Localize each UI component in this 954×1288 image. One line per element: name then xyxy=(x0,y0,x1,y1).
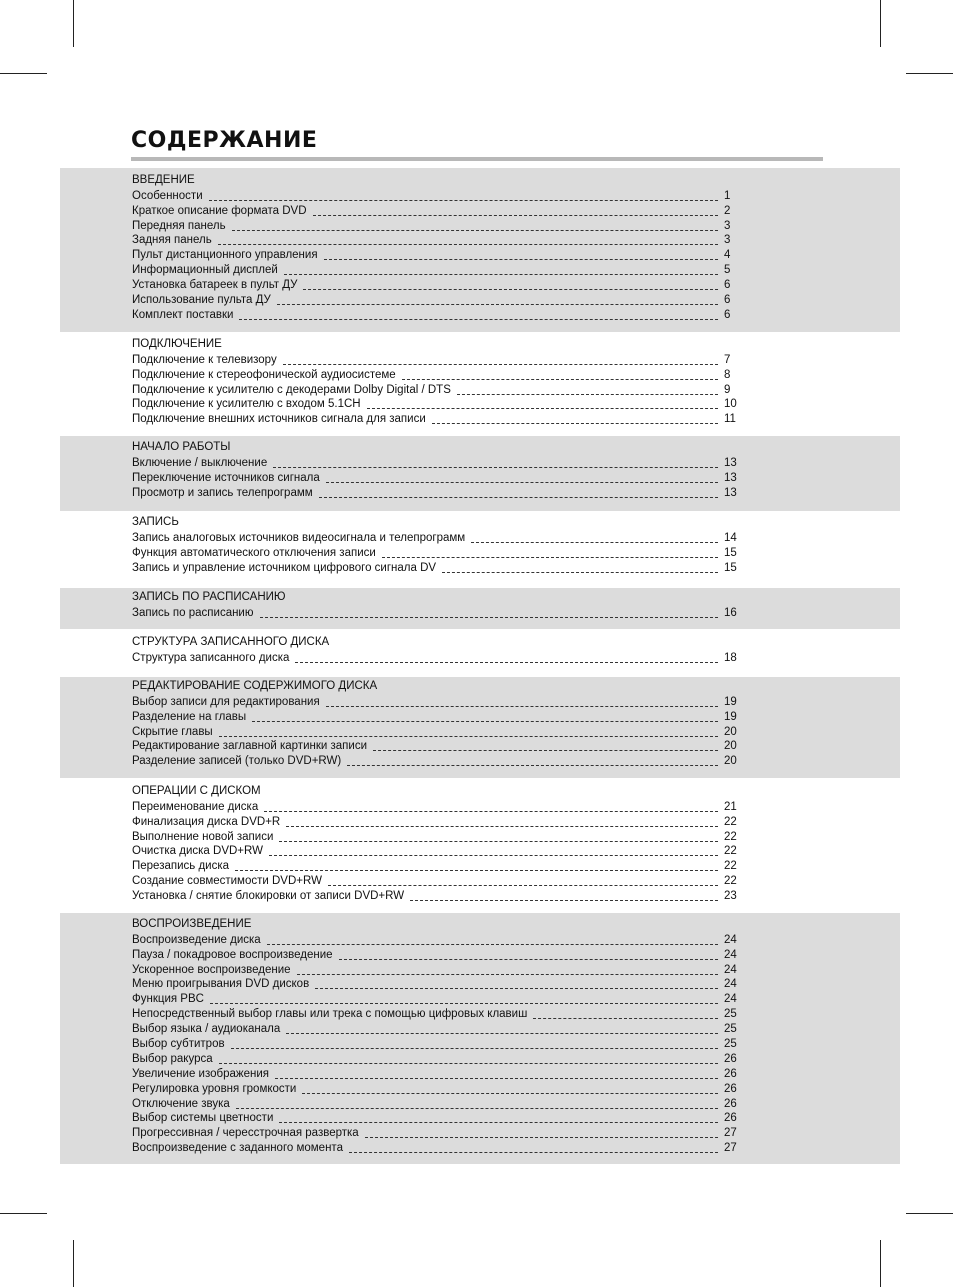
page-title: СОДЕРЖАНИЕ xyxy=(131,128,318,153)
toc-entry[interactable] xyxy=(132,799,744,814)
toc-entry[interactable] xyxy=(132,650,744,665)
toc-entry[interactable] xyxy=(132,991,744,1006)
section-heading: РЕДАКТИРОВАНИЕ СОДЕРЖИМОГО ДИСКА xyxy=(132,680,378,692)
entry-title: Прогрессивная / чересстрочная развертка xyxy=(132,1127,359,1140)
dot-leader xyxy=(347,765,718,766)
toc-entry[interactable] xyxy=(132,352,744,367)
toc-section-body xyxy=(132,917,744,1155)
toc-entry[interactable] xyxy=(132,724,744,739)
toc-entry[interactable] xyxy=(132,1096,744,1111)
toc-entry[interactable] xyxy=(132,888,744,903)
dot-leader xyxy=(239,319,718,320)
title-rule xyxy=(131,157,823,161)
toc-section-body xyxy=(132,440,744,500)
crop-mark xyxy=(880,1240,881,1287)
section-heading: ВОСПРОИЗВЕДЕНИЕ xyxy=(132,918,252,930)
dot-leader xyxy=(286,826,718,827)
toc-entry[interactable] xyxy=(132,545,744,560)
toc-section-body xyxy=(132,635,744,665)
dot-leader xyxy=(315,988,718,989)
toc-entry[interactable] xyxy=(132,932,744,947)
section-heading: ОПЕРАЦИИ С ДИСКОМ xyxy=(132,785,261,797)
page-number: 22 xyxy=(724,845,737,858)
entry-title: Очистка диска DVD+RW xyxy=(132,845,263,858)
entry-title: Запись по расписанию xyxy=(132,606,254,619)
dot-leader xyxy=(219,736,718,737)
entry-title: Подключение к стереофонической аудиосистеме xyxy=(132,368,396,381)
page-number: 3 xyxy=(724,234,731,247)
page-number: 19 xyxy=(724,710,737,723)
crop-mark xyxy=(73,0,74,47)
toc-entry[interactable] xyxy=(132,1021,744,1036)
page-number: 18 xyxy=(724,651,737,664)
toc-entry[interactable] xyxy=(132,530,744,545)
page-number: 22 xyxy=(724,860,737,873)
toc-entry[interactable] xyxy=(132,844,744,859)
entry-title: Подключение к телевизору xyxy=(132,353,277,366)
page-number: 26 xyxy=(724,1052,737,1065)
page-number: 13 xyxy=(724,486,737,499)
page-number: 24 xyxy=(724,963,737,976)
section-heading: ВВЕДЕНИЕ xyxy=(132,174,195,186)
entry-title: Передняя панель xyxy=(132,219,226,232)
toc-section-body xyxy=(132,679,744,768)
dot-leader xyxy=(297,974,718,975)
entry-title: Отключение звука xyxy=(132,1097,230,1110)
dot-leader xyxy=(252,721,718,722)
dot-leader xyxy=(324,259,718,260)
dot-leader xyxy=(273,467,718,468)
toc-entry[interactable] xyxy=(132,977,744,992)
section-heading: ЗАПИСЬ ПО РАСПИСАНИЮ xyxy=(132,591,286,603)
page-number: 1 xyxy=(724,189,731,202)
toc-entry[interactable] xyxy=(132,397,744,412)
section-heading: ПОДКЛЮЧЕНИЕ xyxy=(132,338,222,350)
crop-mark xyxy=(73,1240,74,1287)
dot-leader xyxy=(286,1033,718,1034)
toc-section-body xyxy=(132,173,744,322)
dot-leader xyxy=(328,885,718,886)
entry-title: Воспроизведение диска xyxy=(132,933,261,946)
toc-entry[interactable] xyxy=(132,1066,744,1081)
dot-leader xyxy=(367,408,718,409)
entry-title: Выбор записи для редактирования xyxy=(132,695,320,708)
toc-entry[interactable] xyxy=(132,307,744,322)
page-number: 14 xyxy=(724,531,737,544)
dot-leader xyxy=(232,230,718,231)
page-number: 22 xyxy=(724,875,737,888)
entry-title: Просмотр и запись телепрограмм xyxy=(132,486,313,499)
entry-title: Особенности xyxy=(132,189,203,202)
section-heading: НАЧАЛО РАБОТЫ xyxy=(132,441,231,453)
toc-entry[interactable] xyxy=(132,605,744,620)
entry-title: Запись аналоговых источников видеосигнала и телепрограмм xyxy=(132,531,466,544)
page-number: 4 xyxy=(724,249,731,262)
toc-section xyxy=(60,677,900,778)
entry-title: Запись и управление источником цифрового сигнала DV xyxy=(132,561,437,574)
page-number: 26 xyxy=(724,1112,737,1125)
dot-leader xyxy=(264,811,718,812)
entry-title: Информационный дисплей xyxy=(132,264,278,277)
page-number: 24 xyxy=(724,978,737,991)
dot-leader xyxy=(410,900,718,901)
dot-leader xyxy=(326,706,718,707)
toc-entry[interactable] xyxy=(132,814,744,829)
dot-leader xyxy=(269,855,718,856)
toc-entry[interactable] xyxy=(132,292,744,307)
entry-title: Функция PBC xyxy=(132,993,204,1006)
entry-title: Использование пульта ДУ xyxy=(132,294,271,307)
entry-title: Задняя панель xyxy=(132,234,212,247)
page-number: 22 xyxy=(724,815,737,828)
page-number: 27 xyxy=(724,1127,737,1140)
toc-section-body xyxy=(132,515,744,575)
page-number: 9 xyxy=(724,383,731,396)
entry-title: Воспроизведение с заданного момента xyxy=(132,1142,343,1155)
dot-leader xyxy=(210,1003,718,1004)
entry-title: Переименование диска xyxy=(132,800,259,813)
page-number: 11 xyxy=(724,413,736,426)
page-number: 10 xyxy=(724,398,737,411)
dot-leader xyxy=(267,944,718,945)
page-number: 26 xyxy=(724,1097,737,1110)
entry-title: Подключение к усилителю с входом 5.1CH xyxy=(132,398,361,411)
dot-leader xyxy=(279,1122,718,1123)
toc-entry[interactable] xyxy=(132,188,744,203)
toc-entry[interactable] xyxy=(132,753,744,768)
dot-leader xyxy=(275,1078,718,1079)
section-heading: СТРУКТУРА ЗАПИСАННОГО ДИСКА xyxy=(132,636,330,648)
entry-title: Редактирование заглавной картинки записи xyxy=(132,740,367,753)
entry-title: Выбор ракурса xyxy=(132,1052,213,1065)
page-number: 3 xyxy=(724,219,731,232)
dot-leader xyxy=(295,662,718,663)
page-number: 20 xyxy=(724,725,737,738)
crop-mark xyxy=(906,73,953,74)
entry-title: Ускоренное воспроизведение xyxy=(132,963,291,976)
toc-section-body xyxy=(132,337,744,426)
entry-title: Пауза / покадровое воспроизведение xyxy=(132,948,333,961)
dot-leader xyxy=(326,482,718,483)
dot-leader xyxy=(260,617,719,618)
toc-section-body xyxy=(132,784,744,903)
entry-title: Финализация диска DVD+R xyxy=(132,815,281,828)
entry-title: Увеличение изображения xyxy=(132,1067,269,1080)
page-number: 2 xyxy=(724,204,731,217)
toc-section xyxy=(60,588,900,629)
entry-title: Структура записанного диска xyxy=(132,651,290,664)
toc-entry[interactable] xyxy=(132,367,744,382)
dot-leader xyxy=(365,1137,718,1138)
dot-leader xyxy=(219,1063,718,1064)
toc-entry[interactable] xyxy=(132,694,744,709)
page-number: 25 xyxy=(724,1023,737,1036)
page-number: 19 xyxy=(724,695,737,708)
toc-entry[interactable] xyxy=(132,247,744,262)
toc-entry[interactable] xyxy=(132,560,744,575)
dot-leader xyxy=(302,1093,718,1094)
toc-entry[interactable] xyxy=(132,1036,744,1051)
page-number: 13 xyxy=(724,471,737,484)
dot-leader xyxy=(319,497,718,498)
dot-leader xyxy=(533,1018,718,1019)
entry-title: Перезапись диска xyxy=(132,860,230,873)
page-number: 27 xyxy=(724,1142,737,1155)
toc-entry[interactable] xyxy=(132,411,744,426)
page-number: 26 xyxy=(724,1067,737,1080)
dot-leader xyxy=(339,959,718,960)
crop-mark xyxy=(906,1213,953,1214)
dot-leader xyxy=(284,274,718,275)
dot-leader xyxy=(382,557,718,558)
toc-entry[interactable] xyxy=(132,277,744,292)
toc-entry[interactable] xyxy=(132,858,744,873)
toc-entry[interactable] xyxy=(132,203,744,218)
toc-entry[interactable] xyxy=(132,1111,744,1126)
page-number: 15 xyxy=(724,561,737,574)
entry-title: Разделение записей (только DVD+RW) xyxy=(132,755,342,768)
dot-leader xyxy=(373,750,718,751)
page-number: 8 xyxy=(724,368,731,381)
toc-section xyxy=(60,436,900,511)
toc-entry[interactable] xyxy=(132,1006,744,1021)
toc-entry[interactable] xyxy=(132,709,744,724)
entry-title: Функция автоматического отключения записи xyxy=(132,546,376,559)
toc-entry[interactable] xyxy=(132,1081,744,1096)
dot-leader xyxy=(457,394,718,395)
entry-title: Выбор системы цветности xyxy=(132,1112,274,1125)
entry-title: Разделение на главы xyxy=(132,710,247,723)
entry-title: Пульт дистанционного управления xyxy=(132,249,318,262)
dot-leader xyxy=(231,1048,718,1049)
dot-leader xyxy=(235,870,718,871)
page-number: 6 xyxy=(724,294,731,307)
toc-entry[interactable] xyxy=(132,829,744,844)
page-number: 25 xyxy=(724,1008,737,1021)
entry-title: Подключение внешних источников сигнала для записи xyxy=(132,413,426,426)
toc-entry[interactable] xyxy=(132,262,744,277)
crop-mark xyxy=(0,1213,47,1214)
toc-entry[interactable] xyxy=(132,233,744,248)
page-number: 6 xyxy=(724,308,731,321)
dot-leader xyxy=(279,841,718,842)
toc-entry[interactable] xyxy=(132,873,744,888)
entry-title: Установка / снятие блокировки от записи DVD+RW xyxy=(132,890,405,903)
toc-entry[interactable] xyxy=(132,1051,744,1066)
page-number: 23 xyxy=(724,890,737,903)
entry-title: Переключение источников сигнала xyxy=(132,471,320,484)
dot-leader xyxy=(442,572,718,573)
entry-title: Меню проигрывания DVD дисков xyxy=(132,978,310,991)
toc-section xyxy=(60,913,900,1164)
dot-leader xyxy=(432,423,718,424)
entry-title: Включение / выключение xyxy=(132,456,268,469)
page-number: 16 xyxy=(724,606,737,619)
toc-section xyxy=(60,784,900,908)
toc-entry[interactable] xyxy=(132,1125,744,1140)
page-number: 7 xyxy=(724,353,731,366)
toc-section xyxy=(60,515,900,583)
entry-title: Выбор субтитров xyxy=(132,1038,225,1051)
dot-leader xyxy=(283,364,718,365)
page-number: 5 xyxy=(724,264,731,277)
entry-title: Выбор языка / аудиоканала xyxy=(132,1023,281,1036)
entry-title: Выполнение новой записи xyxy=(132,830,274,843)
dot-leader xyxy=(209,200,718,201)
page-number: 6 xyxy=(724,279,731,292)
page-number: 24 xyxy=(724,993,737,1006)
toc-entry[interactable] xyxy=(132,218,744,233)
page-number: 21 xyxy=(724,800,737,813)
entry-title: Краткое описание формата DVD xyxy=(132,204,307,217)
toc-entry[interactable] xyxy=(132,382,744,397)
dot-leader xyxy=(349,1152,718,1153)
toc-entry[interactable] xyxy=(132,947,744,962)
entry-title: Создание совместимости DVD+RW xyxy=(132,875,322,888)
dot-leader xyxy=(402,379,718,380)
entry-title: Скрытие главы xyxy=(132,725,213,738)
page-number: 20 xyxy=(724,740,737,753)
toc-section xyxy=(60,168,900,332)
section-heading: ЗАПИСЬ xyxy=(132,516,179,528)
entry-title: Комплект поставки xyxy=(132,308,234,321)
toc-entry[interactable] xyxy=(132,455,744,470)
toc-section xyxy=(60,635,900,673)
page-number: 26 xyxy=(724,1082,737,1095)
page-number: 24 xyxy=(724,933,737,946)
toc-entry[interactable] xyxy=(132,1140,744,1155)
entry-title: Регулировка уровня громкости xyxy=(132,1082,297,1095)
dot-leader xyxy=(313,215,718,216)
page-number: 25 xyxy=(724,1038,737,1051)
toc-entry[interactable] xyxy=(132,962,744,977)
page-number: 13 xyxy=(724,456,737,469)
page-number: 15 xyxy=(724,546,737,559)
entry-title: Подключение к усилителю с декодерами Dolby Digital / DTS xyxy=(132,383,451,396)
toc-entry[interactable] xyxy=(132,470,744,485)
crop-mark xyxy=(0,73,47,74)
toc-section-body xyxy=(132,590,744,620)
dot-leader xyxy=(236,1108,718,1109)
entry-title: Установка батареек в пульт ДУ xyxy=(132,279,298,292)
page-number: 22 xyxy=(724,830,737,843)
toc-section xyxy=(60,337,900,431)
crop-mark xyxy=(880,0,881,47)
dot-leader xyxy=(303,289,718,290)
toc-entry[interactable] xyxy=(132,485,744,500)
dot-leader xyxy=(218,244,718,245)
toc-entry[interactable] xyxy=(132,739,744,754)
dot-leader xyxy=(277,304,718,305)
entry-title: Непосредственный выбор главы или трека с помощью цифровых клавиш xyxy=(132,1008,528,1021)
page-number: 20 xyxy=(724,755,737,768)
dot-leader xyxy=(471,542,718,543)
page-number: 24 xyxy=(724,948,737,961)
